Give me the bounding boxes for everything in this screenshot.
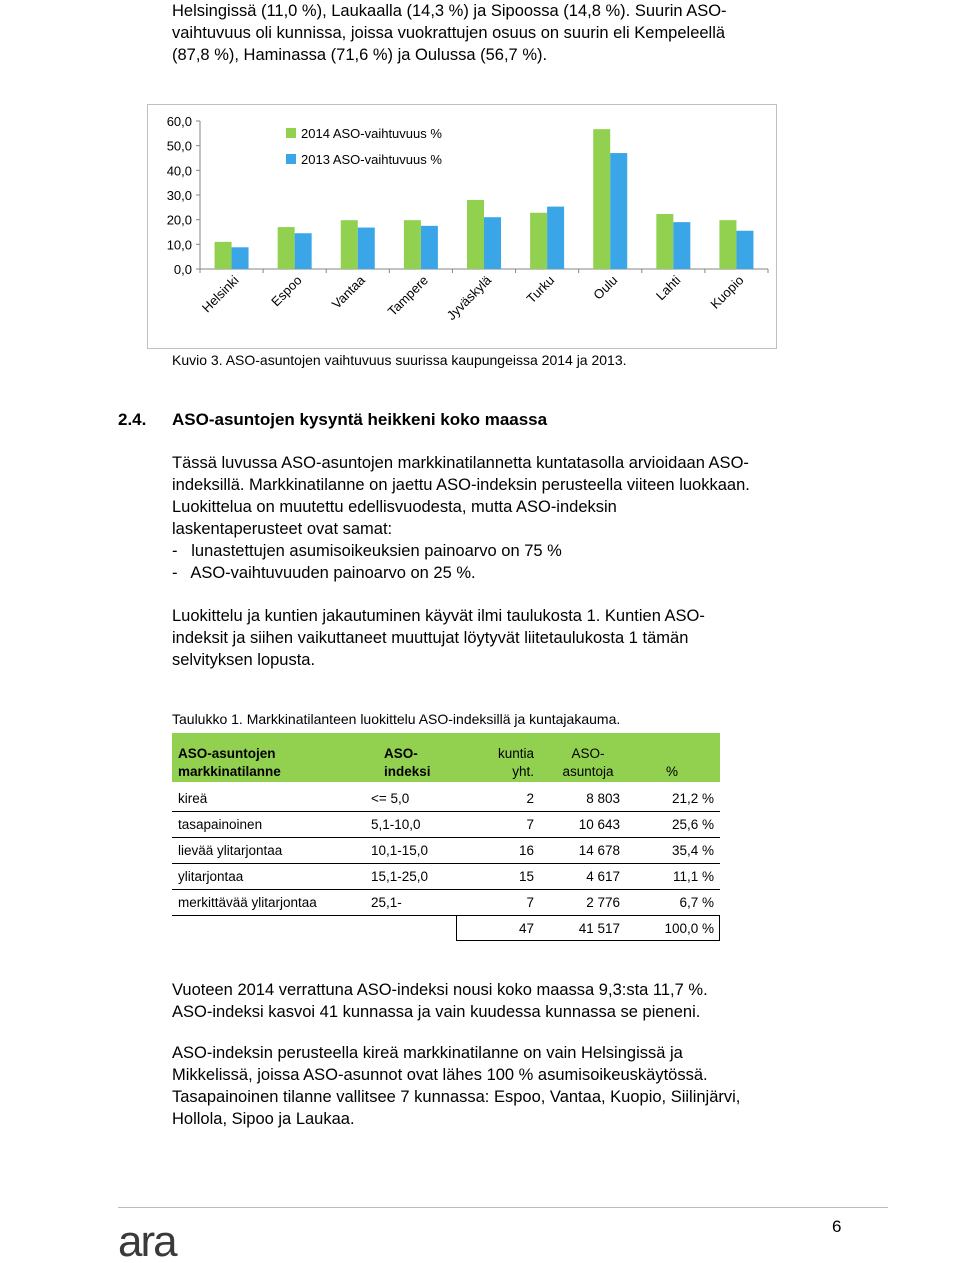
header-homes-line1: ASO- [571, 746, 605, 761]
header-market [178, 745, 281, 781]
cell-homes: 14 678 [578, 843, 620, 858]
text-line: Tasapainoinen tilanne vallitsee 7 kunnassa: Espoo, Vantaa, Kuopio, Siilinjärvi, [172, 1088, 741, 1106]
body-paragraph-1 [172, 452, 872, 584]
bar-2014 [341, 220, 358, 269]
row-divider [172, 811, 720, 812]
cell-market: merkittävää ylitarjontaa [178, 895, 317, 910]
bar-2014 [467, 200, 484, 269]
text-line: Luokittelua on muutettu edellisvuodesta, mutta ASO-indeksin [172, 498, 617, 516]
bar-2014 [530, 213, 547, 269]
cell-municipalities: 2 [526, 791, 534, 806]
body-paragraph-2 [172, 605, 872, 671]
header-market-line1: ASO-asuntojen [178, 746, 276, 761]
text-line: indeksillä. Markkinatilanne on jaettu ASO-indeksin perusteella viiteen luokkaan. [172, 476, 750, 494]
total-box-bottom [456, 940, 720, 941]
total-municipalities: 47 [518, 921, 534, 936]
bar-2014 [278, 227, 295, 269]
bar-2013 [610, 153, 627, 269]
cell-index: <= 5,0 [371, 791, 410, 806]
cell-homes: 8 803 [586, 791, 620, 806]
header-index-line2: indeksi [384, 764, 431, 779]
header-percent: % [666, 764, 679, 779]
cell-municipalities: 16 [518, 843, 534, 858]
y-tick-label: 40,0 [166, 163, 192, 179]
section-title: ASO-asuntojen kysyntä heikkeni koko maassa [172, 410, 548, 429]
cell-index: 25,1- [371, 895, 402, 910]
cell-index: 10,1-15,0 [371, 843, 429, 858]
cell-market: kireä [178, 791, 208, 806]
legend-label: 2014 ASO-vaihtuvuus % [301, 126, 442, 141]
text-line: indeksit ja siihen vaikuttaneet muuttujat löytyvät liitetaulukosta 1 tämän [172, 629, 689, 647]
bar-2013 [736, 231, 753, 269]
cell-percent: 35,4 % [671, 843, 714, 858]
cell-percent: 6,7 % [679, 895, 714, 910]
y-tick-label: 30,0 [166, 188, 192, 203]
cell-percent: 11,1 % [672, 869, 714, 884]
x-category-label: Jyväskylä [443, 272, 495, 323]
table-caption: Taulukko 1. Markkinatilanteen luokittelu ASO-indeksillä ja kuntajakauma. [172, 711, 621, 727]
row-divider [172, 837, 720, 838]
row-divider [172, 889, 720, 890]
legend-swatch [286, 154, 296, 164]
text-line: Helsingissä (11,0 %), Laukaalla (14,3 %) ja Sipoossa (14,8 %). Suurin ASO- [172, 2, 727, 20]
cell-market: ylitarjontaa [178, 869, 244, 884]
cell-municipalities: 7 [526, 895, 534, 910]
header-homes-line2: asuntoja [562, 764, 614, 779]
text-line: Hollola, Sipoo ja Laukaa. [172, 1110, 355, 1128]
row-divider [172, 915, 720, 916]
total-percent: 100,0 % [664, 921, 714, 936]
total-homes: 41 517 [578, 921, 620, 936]
text-line: ASO-indeksin perusteella kireä markkinatilanne on vain Helsingissä ja [172, 1044, 683, 1062]
legend-label: 2013 ASO-vaihtuvuus % [301, 152, 442, 167]
vaihtuvuus-chart [147, 104, 777, 349]
legend-swatch [286, 128, 296, 138]
text-line: Luokittelu ja kuntien jakautuminen käyvät ilmi taulukosta 1. Kuntien ASO- [172, 607, 705, 625]
total-box-left [456, 915, 457, 941]
text-line: (87,8 %), Haminassa (71,6 %) ja Oulussa (56,7 %). [172, 46, 548, 64]
y-tick-label: 60,0 [166, 114, 192, 129]
x-category-label: Kuopio [707, 272, 747, 312]
bar-2013 [358, 228, 375, 269]
cell-homes: 4 617 [586, 869, 620, 884]
x-category-label: Vantaa [328, 272, 368, 312]
x-category-label: Tampere [384, 272, 432, 319]
body-paragraph-3 [172, 979, 872, 1023]
bar-2014 [404, 220, 421, 269]
text-line: ASO-indeksi kasvoi 41 kunnassa ja vain kuudessa kunnassa se pieneni. [172, 1003, 701, 1021]
text-line: vaihtuvuus oli kunnissa, joissa vuokrattujen osuus on suurin eli Kempeleellä [172, 24, 726, 42]
cell-market: lievää ylitarjontaa [178, 843, 283, 858]
text-line: Tässä luvussa ASO-asuntojen markkinatilannetta kuntatasolla arvioidaan ASO- [172, 454, 749, 472]
header-municipalities-line2: yht. [512, 764, 534, 779]
cell-percent: 21,2 % [671, 791, 714, 806]
bar-2014 [215, 242, 232, 269]
bar-2013 [295, 233, 312, 269]
bar-2014 [656, 214, 673, 269]
y-tick-label: 10,0 [166, 237, 192, 253]
cell-index: 15,1-25,0 [371, 869, 429, 884]
list-item: - lunastettujen asumisoikeuksien painoarvo on 75 % [172, 542, 562, 560]
y-tick-label: 0,0 [173, 262, 192, 277]
total-box-right [719, 915, 720, 941]
footer-divider [118, 1207, 888, 1208]
body-paragraph-4 [172, 1042, 872, 1130]
y-tick-label: 20,0 [166, 212, 192, 228]
text-line: Mikkelissä, joissa ASO-asunnot ovat lähes 100 % asumisoikeuskäytössä. [172, 1066, 708, 1084]
cell-percent: 25,6 % [671, 817, 714, 832]
x-category-label: Turku [523, 272, 558, 307]
bar-2013 [673, 222, 690, 269]
x-category-label: Lahti [652, 272, 684, 304]
x-category-label: Oulu [590, 272, 621, 303]
bar-2014 [719, 220, 736, 269]
header-homes [556, 745, 620, 781]
row-divider [172, 863, 720, 864]
page-number: 6 [832, 1217, 842, 1236]
svg-text:ara: ara [118, 1218, 176, 1262]
header-index [384, 745, 431, 781]
header-municipalities [490, 745, 534, 781]
cell-market: tasapainoinen [178, 817, 263, 832]
header-market-line2: markkinatilanne [178, 764, 281, 779]
bar-2013 [547, 207, 564, 269]
bar-2014 [593, 129, 610, 269]
cell-index: 5,1-10,0 [371, 817, 421, 832]
cell-municipalities: 15 [518, 869, 534, 884]
header-municipalities-line1: kuntia [497, 746, 534, 761]
intro-paragraph [172, 0, 872, 66]
section-heading: 2.4. ASO-asuntojen kysyntä heikkeni koko maassa [118, 410, 548, 429]
text-line: Vuoteen 2014 verrattuna ASO-indeksi nousi koko maassa 9,3:sta 11,7 %. [172, 981, 708, 999]
text-line: selvityksen lopusta. [172, 651, 316, 669]
cell-homes: 10 643 [578, 817, 620, 832]
cell-municipalities: 7 [526, 817, 534, 832]
chart-caption: Kuvio 3. ASO-asuntojen vaihtuvuus suurissa kaupungeissa 2014 ja 2013. [172, 352, 627, 368]
bar-2013 [484, 217, 501, 269]
bar-2013 [421, 226, 438, 269]
ara-logo [118, 1218, 198, 1262]
x-category-label: Helsinki [198, 272, 242, 316]
text-line: laskentaperusteet ovat samat: [172, 520, 393, 538]
y-tick-label: 50,0 [166, 138, 192, 154]
header-index-line1: ASO- [384, 746, 418, 761]
cell-homes: 2 776 [586, 895, 620, 910]
x-category-label: Espoo [268, 272, 305, 310]
chart-svg [148, 105, 776, 348]
bar-2013 [232, 247, 249, 269]
list-item: - ASO-vaihtuvuuden painoarvo on 25 %. [172, 564, 476, 582]
